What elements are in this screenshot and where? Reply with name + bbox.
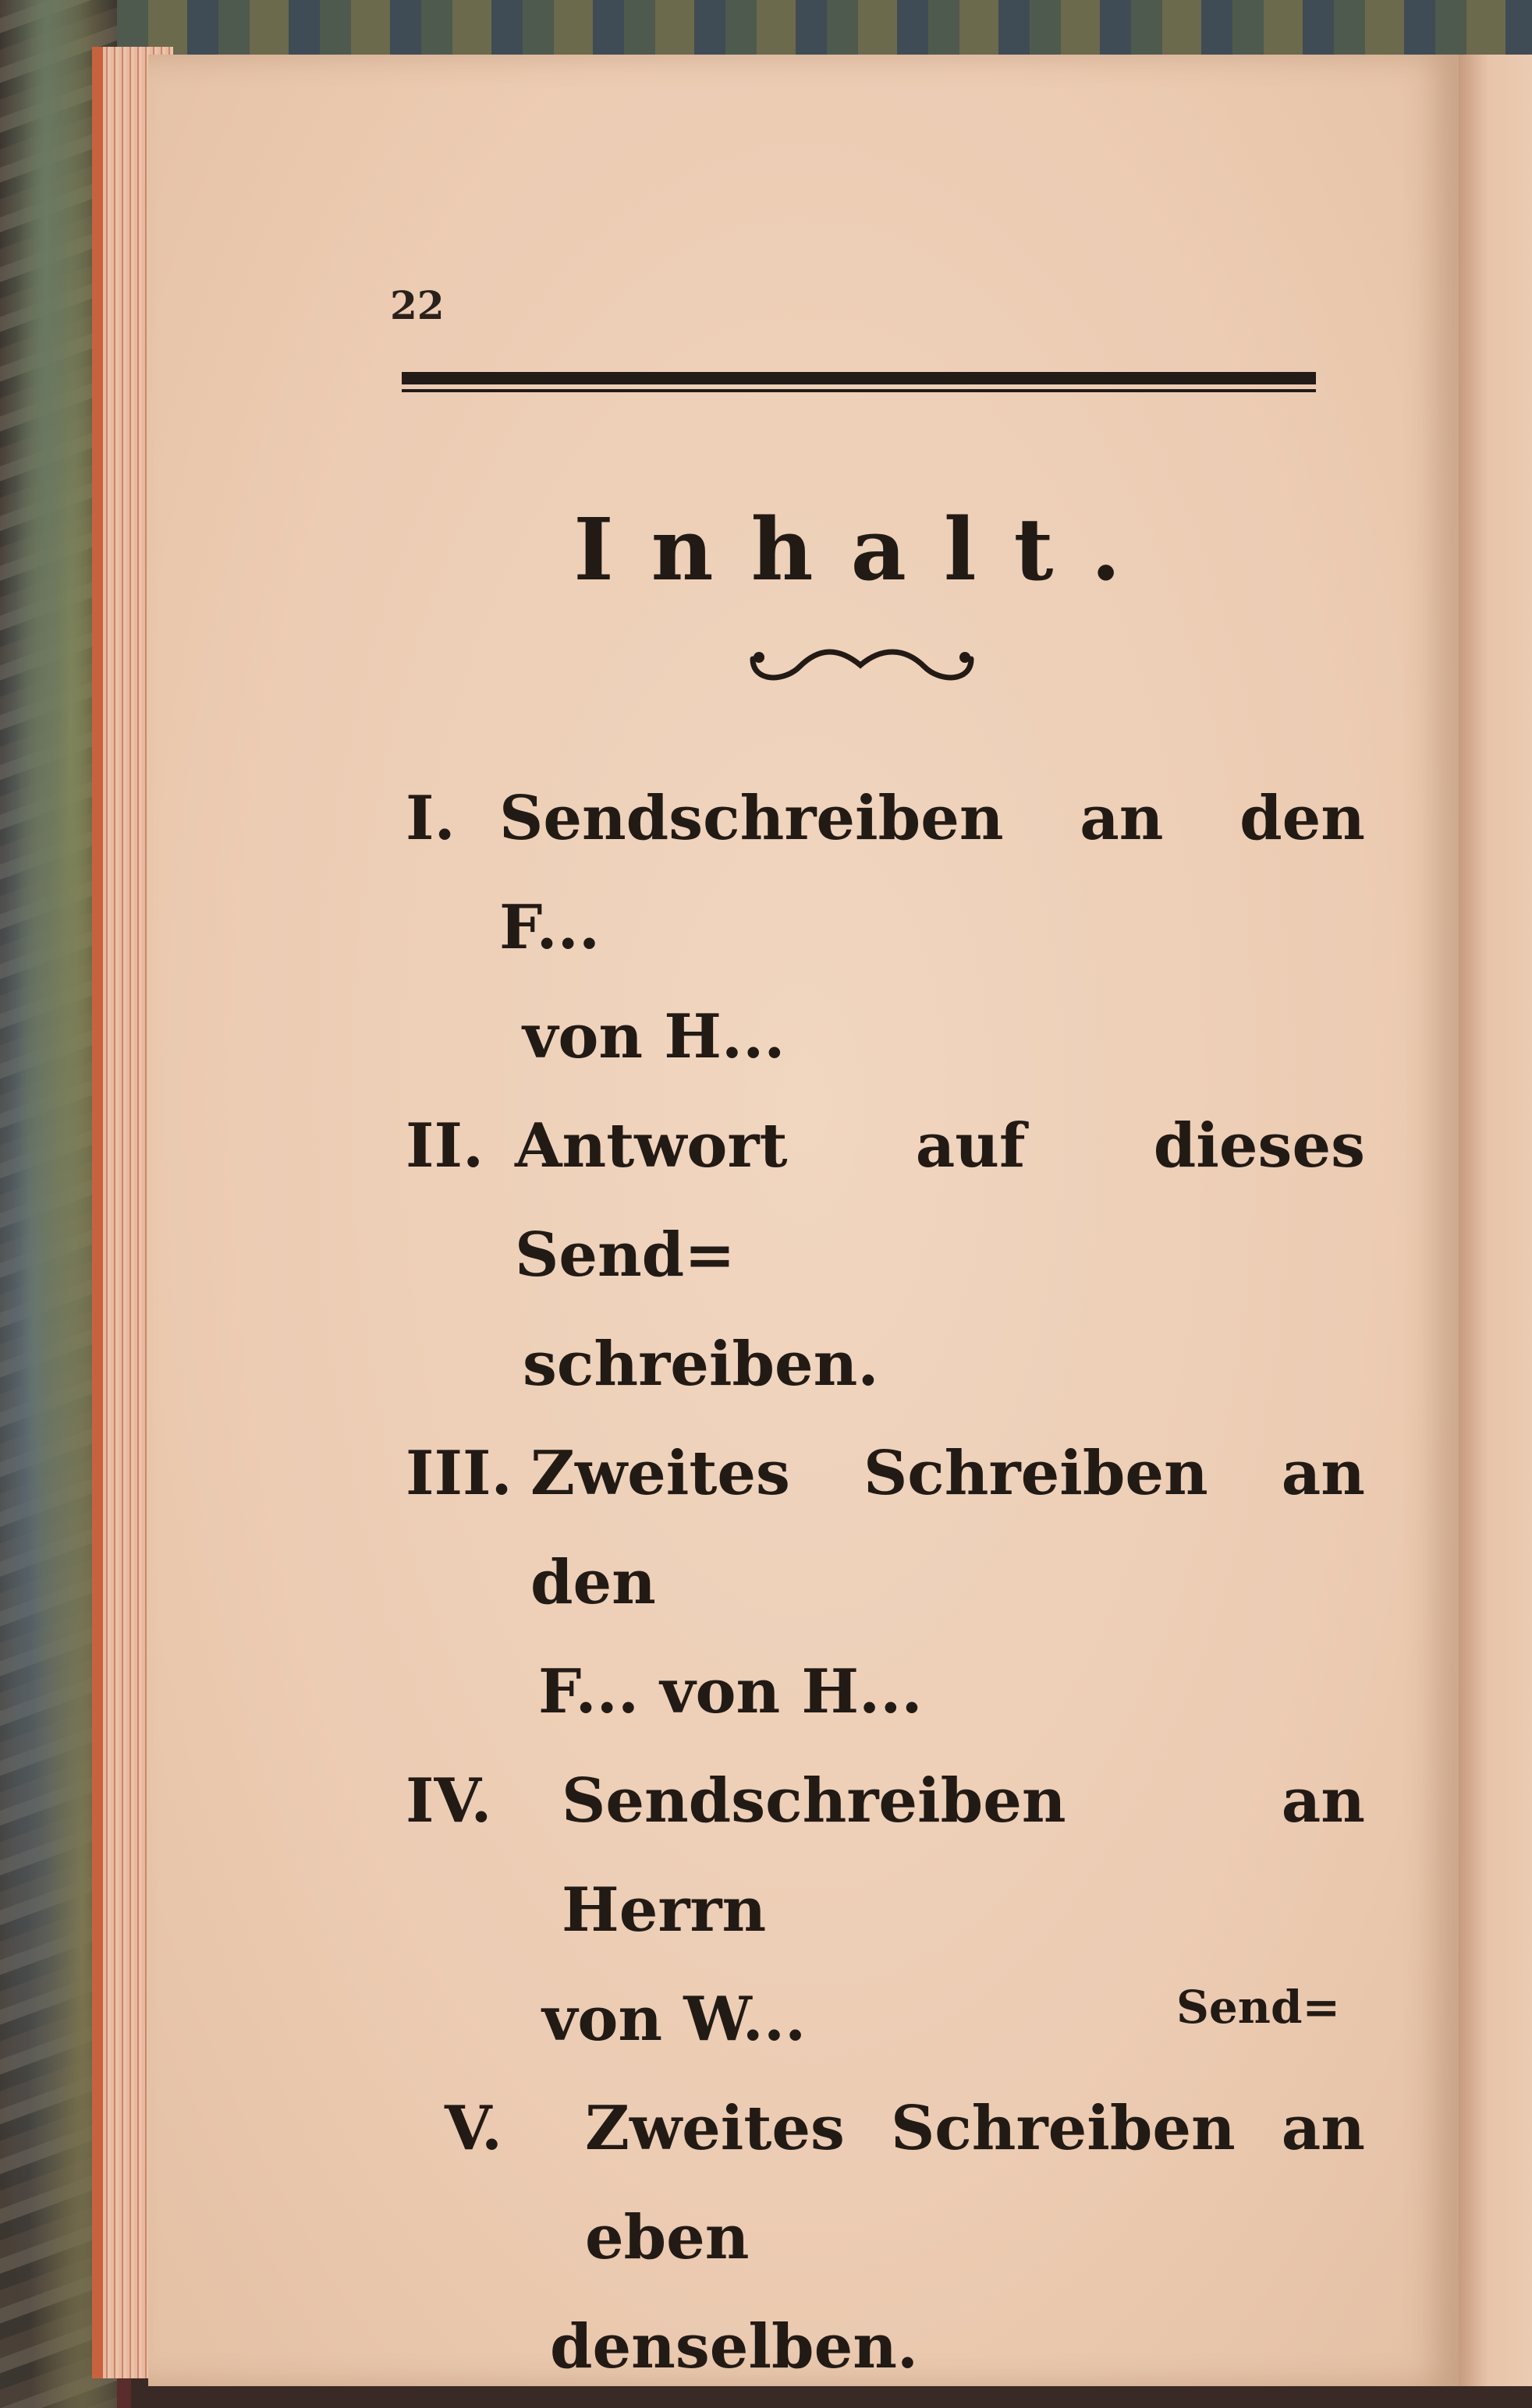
facing-page-edge	[1459, 55, 1532, 2386]
entry-numeral: II.	[406, 1110, 484, 1181]
entry-numeral: I.	[406, 783, 456, 854]
entry-text-continuation: denselben.	[550, 2311, 919, 2382]
catchword: Send=	[1176, 1981, 1341, 2034]
page-title: Inhalt.	[573, 499, 1158, 600]
page-number: 22	[390, 282, 445, 328]
toc-entry	[406, 764, 1365, 1092]
entry-text-continuation: schreiben.	[523, 1329, 879, 1400]
entry-text: Zweites Schreiben an den	[530, 1438, 1365, 1618]
entry-text-continuation: F... von H...	[538, 1656, 923, 1727]
toc-entry	[406, 2074, 1365, 2402]
entry-numeral: V.	[445, 2093, 503, 2164]
entry-text: Zweites Schreiben an eben	[585, 2093, 1365, 2273]
entry-numeral: IV.	[406, 1765, 492, 1836]
entry-numeral: III.	[406, 1438, 512, 1509]
header-rule	[402, 372, 1316, 392]
entry-text: Antwort auf dieses Send=	[515, 1110, 1365, 1291]
toc-entry	[406, 1092, 1365, 1419]
flourish-ornament	[745, 636, 979, 690]
book-cover-top	[117, 0, 1532, 62]
entry-text: Sendschreiben an Herrn	[562, 1765, 1365, 1946]
entry-text-continuation: von H...	[523, 1001, 786, 1072]
entry-text-continuation: von W...	[542, 1984, 807, 2055]
table-of-contents	[406, 764, 1365, 2402]
entry-text: Sendschreiben an den F...	[499, 783, 1365, 963]
toc-entry	[406, 1419, 1365, 1747]
